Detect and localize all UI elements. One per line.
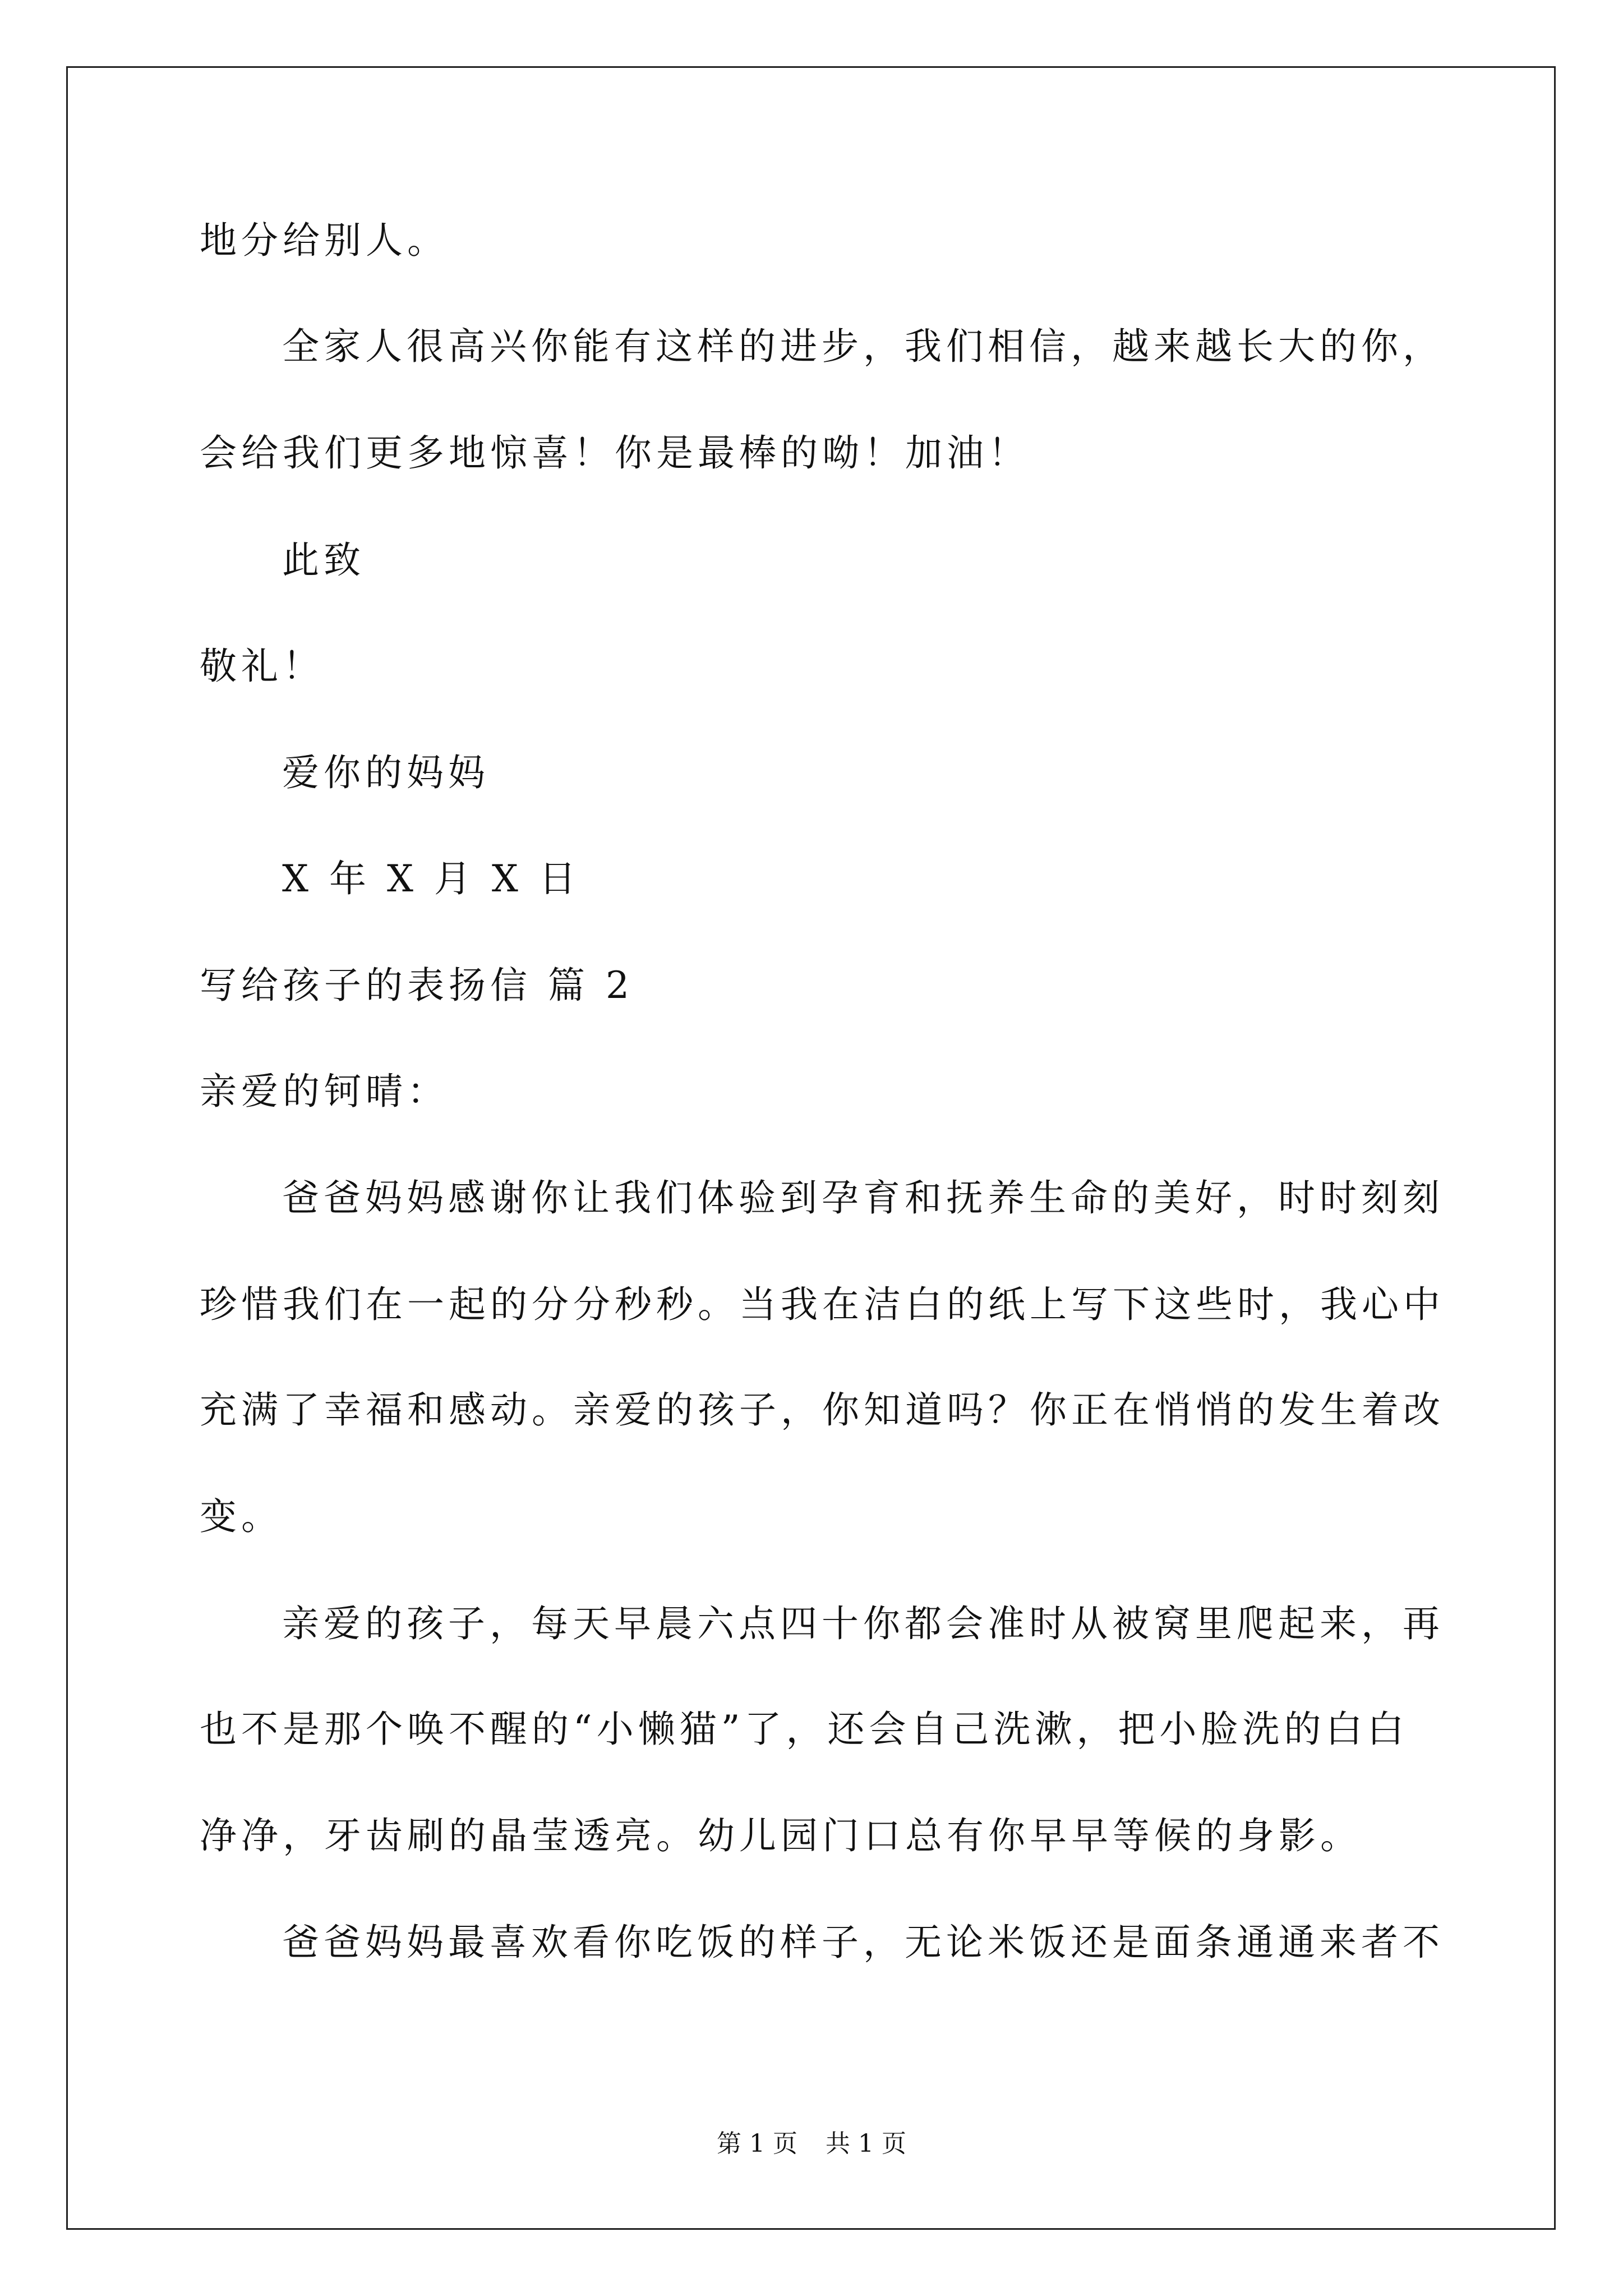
text-line: 充满了幸福和感动。亲爱的孩子，你知道吗？你正在悄悄的发生着改: [200, 1388, 1445, 1432]
text-line: 爸爸妈妈最喜欢看你吃饭的样子，无论米饭还是面条通通来者不: [282, 1921, 1444, 1964]
page-footer: [0, 2129, 1623, 2158]
text-line: 爸爸妈妈感谢你让我们体验到孕育和抚养生命的美好，时时刻刻: [282, 1176, 1444, 1220]
salutation: 亲爱的钶晴：: [200, 1070, 449, 1113]
page-total: 共 1 页: [826, 2129, 906, 2158]
page-number: 第 1 页: [717, 2129, 797, 2158]
text-line: 也不是那个唤不醒的“小懒猫”了，还会自己洗漱，把小脸洗的白白: [200, 1708, 1409, 1751]
text-line: 地分给别人。: [200, 219, 449, 262]
text-line: 珍惜我们在一起的分分秒秒。当我在洁白的纸上写下这些时，我心中: [200, 1283, 1445, 1326]
text-line: 此致: [282, 539, 365, 582]
section-heading: 写给孩子的表扬信 篇 2: [200, 964, 634, 1007]
text-line: 爱你的妈妈: [282, 751, 490, 794]
text-line: X 年 X 月 X 日: [282, 857, 580, 900]
text-line: 全家人很高兴你能有这样的进步，我们相信，越来越长大的你，: [282, 325, 1444, 368]
text-line: 会给我们更多地惊喜！你是最棒的呦！加油！: [200, 431, 1030, 475]
text-line: 变。: [200, 1495, 283, 1538]
text-line: 亲爱的孩子，每天早晨六点四十你都会准时从被窝里爬起来，再: [282, 1602, 1444, 1645]
text-line: 敬礼！: [200, 645, 324, 688]
page-border: [66, 66, 1556, 2230]
text-line: 净净，牙齿刷的晶莹透亮。幼儿园门口总有你早早等候的身影。: [200, 1814, 1362, 1857]
